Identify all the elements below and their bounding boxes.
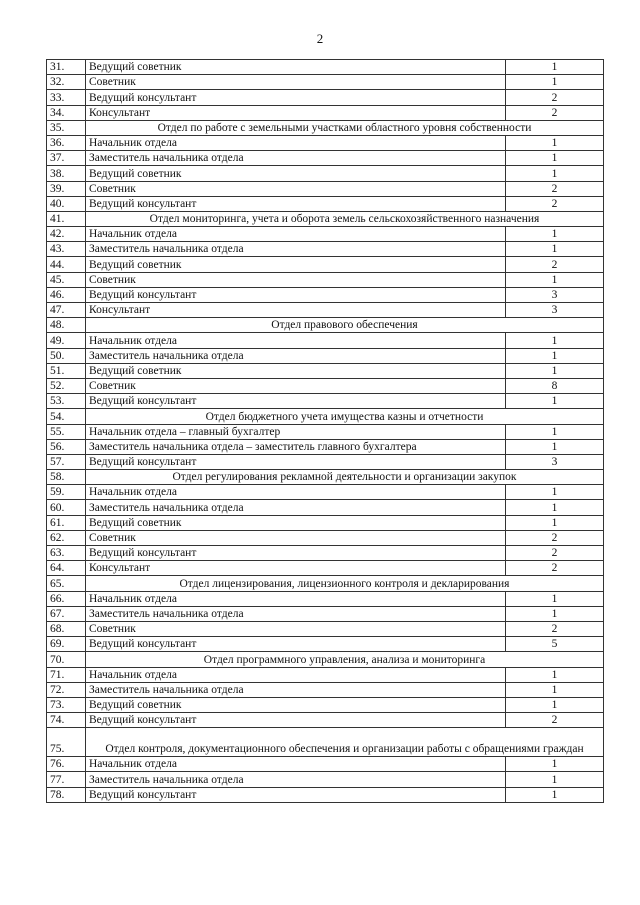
row-number: 48. [47,318,86,333]
row-number: 56. [47,439,86,454]
position-name: Советник [86,75,506,90]
table-row [47,181,604,196]
position-count: 5 [506,637,604,652]
row-number: 37. [47,151,86,166]
position-name: Заместитель начальника отдела [86,151,506,166]
section-row [47,576,604,591]
position-count: 1 [506,606,604,621]
position-name: Начальник отдела [86,227,506,242]
position-name: Советник [86,181,506,196]
department-title: Отдел контроля, документационного обеспечения и организации работы с обращениями граждан [86,728,604,757]
row-number: 64. [47,561,86,576]
position-name: Ведущий советник [86,363,506,378]
position-name: Советник [86,530,506,545]
position-count: 1 [506,272,604,287]
row-number: 34. [47,105,86,120]
row-number: 70. [47,652,86,667]
position-count: 1 [506,757,604,772]
position-name: Начальник отдела [86,333,506,348]
position-count: 1 [506,75,604,90]
position-count: 1 [506,682,604,697]
position-name: Консультант [86,105,506,120]
row-number: 58. [47,470,86,485]
row-number: 65. [47,576,86,591]
position-count: 3 [506,454,604,469]
position-name: Начальник отдела [86,485,506,500]
row-number: 55. [47,424,86,439]
table-row [47,530,604,545]
table-row [47,606,604,621]
position-name: Ведущий консультант [86,90,506,105]
row-number: 47. [47,303,86,318]
department-title: Отдел по работе с земельными участками областного уровня собственности [86,120,604,135]
row-number: 52. [47,378,86,393]
table-row [47,151,604,166]
row-number: 74. [47,713,86,728]
department-title: Отдел лицензирования, лицензионного контроля и декларирования [86,576,604,591]
position-count: 2 [506,105,604,120]
position-name: Ведущий консультант [86,546,506,561]
position-name: Ведущий консультант [86,713,506,728]
section-row [47,120,604,135]
position-name: Ведущий консультант [86,287,506,302]
section-row [47,211,604,226]
position-name: Начальник отдела [86,591,506,606]
position-count: 2 [506,257,604,272]
position-count: 2 [506,530,604,545]
position-name: Ведущий советник [86,257,506,272]
row-number: 33. [47,90,86,105]
table-row [47,787,604,802]
position-count: 1 [506,485,604,500]
row-number: 67. [47,606,86,621]
position-count: 2 [506,621,604,636]
position-name: Начальник отдела [86,757,506,772]
row-number: 73. [47,697,86,712]
position-count: 1 [506,787,604,802]
table-row [47,135,604,150]
row-number: 63. [47,546,86,561]
row-number: 31. [47,60,86,75]
row-number: 76. [47,757,86,772]
department-title: Отдел правового обеспечения [86,318,604,333]
row-number: 54. [47,409,86,424]
position-count: 1 [506,135,604,150]
table-row [47,242,604,257]
position-count: 1 [506,424,604,439]
position-name: Ведущий советник [86,166,506,181]
department-title: Отдел бюджетного учета имущества казны и отчетности [86,409,604,424]
row-number: 41. [47,211,86,226]
table-row [47,772,604,787]
section-row [47,318,604,333]
row-number: 49. [47,333,86,348]
row-number: 53. [47,394,86,409]
row-number: 62. [47,530,86,545]
position-count: 3 [506,287,604,302]
row-number: 50. [47,348,86,363]
position-count: 1 [506,242,604,257]
position-count: 1 [506,515,604,530]
position-count: 1 [506,697,604,712]
table-row [47,424,604,439]
position-count: 1 [506,151,604,166]
table-row [47,667,604,682]
row-number: 77. [47,772,86,787]
page-number: 2 [316,31,324,46]
position-count: 8 [506,378,604,393]
position-count: 1 [506,772,604,787]
row-number: 46. [47,287,86,302]
table-row [47,546,604,561]
table-row [47,90,604,105]
row-number: 75. [47,728,86,757]
position-name: Советник [86,621,506,636]
table-row [47,378,604,393]
table-row [47,105,604,120]
table-row [47,348,604,363]
position-name: Ведущий консультант [86,394,506,409]
row-number: 68. [47,621,86,636]
department-title: Отдел программного управления, анализа и мониторинга [86,652,604,667]
department-title: Отдел мониторинга, учета и оборота земель сельскохозяйственного назначения [86,211,604,226]
row-number: 78. [47,787,86,802]
position-count: 1 [506,227,604,242]
table-row [47,500,604,515]
position-count: 1 [506,439,604,454]
section-row [47,652,604,667]
position-count: 2 [506,713,604,728]
table-row [47,287,604,302]
row-number: 39. [47,181,86,196]
row-number: 32. [47,75,86,90]
position-count: 2 [506,90,604,105]
position-name: Начальник отдела [86,135,506,150]
table-row [47,682,604,697]
position-name: Ведущий консультант [86,787,506,802]
table-row [47,515,604,530]
position-count: 2 [506,196,604,211]
position-name: Заместитель начальника отдела [86,242,506,257]
table-row [47,591,604,606]
position-name: Начальник отдела [86,667,506,682]
row-number: 43. [47,242,86,257]
row-number: 45. [47,272,86,287]
table-row [47,394,604,409]
position-count: 1 [506,591,604,606]
row-number: 57. [47,454,86,469]
position-name: Начальник отдела – главный бухгалтер [86,424,506,439]
position-count: 2 [506,181,604,196]
position-name: Заместитель начальника отдела [86,606,506,621]
row-number: 69. [47,637,86,652]
row-number: 36. [47,135,86,150]
table-row [47,272,604,287]
section-row [47,409,604,424]
position-count: 1 [506,60,604,75]
row-number: 35. [47,120,86,135]
section-row [47,728,604,757]
position-count: 1 [506,333,604,348]
table-row [47,363,604,378]
table-row [47,227,604,242]
position-name: Консультант [86,561,506,576]
position-name: Ведущий советник [86,697,506,712]
table-row [47,60,604,75]
table-row [47,561,604,576]
position-name: Ведущий советник [86,515,506,530]
position-count: 3 [506,303,604,318]
row-number: 51. [47,363,86,378]
staffing-table-body [47,60,604,803]
position-count: 1 [506,348,604,363]
table-row [47,303,604,318]
row-number: 44. [47,257,86,272]
table-row [47,333,604,348]
position-name: Ведущий советник [86,60,506,75]
table-row [47,166,604,181]
row-number: 66. [47,591,86,606]
section-row [47,470,604,485]
position-name: Заместитель начальника отдела – заместитель главного бухгалтера [86,439,506,454]
position-name: Ведущий консультант [86,454,506,469]
position-count: 2 [506,546,604,561]
table-row [47,454,604,469]
table-row [47,257,604,272]
table-row [47,196,604,211]
position-name: Ведущий консультант [86,637,506,652]
position-count: 1 [506,166,604,181]
row-number: 71. [47,667,86,682]
row-number: 72. [47,682,86,697]
table-row [47,713,604,728]
table-row [47,485,604,500]
position-name: Заместитель начальника отдела [86,682,506,697]
row-number: 40. [47,196,86,211]
table-row [47,757,604,772]
staffing-table [46,59,604,803]
position-count: 1 [506,394,604,409]
position-count: 1 [506,500,604,515]
position-name: Заместитель начальника отдела [86,772,506,787]
position-name: Заместитель начальника отдела [86,348,506,363]
position-name: Консультант [86,303,506,318]
position-count: 1 [506,363,604,378]
table-row [47,637,604,652]
department-title: Отдел регулирования рекламной деятельности и организации закупок [86,470,604,485]
position-count: 2 [506,561,604,576]
table-row [47,75,604,90]
row-number: 42. [47,227,86,242]
row-number: 38. [47,166,86,181]
row-number: 59. [47,485,86,500]
position-name: Советник [86,272,506,287]
row-number: 61. [47,515,86,530]
position-name: Ведущий консультант [86,196,506,211]
position-count: 1 [506,667,604,682]
position-name: Заместитель начальника отдела [86,500,506,515]
table-row [47,439,604,454]
position-name: Советник [86,378,506,393]
table-row [47,697,604,712]
table-row [47,621,604,636]
row-number: 60. [47,500,86,515]
